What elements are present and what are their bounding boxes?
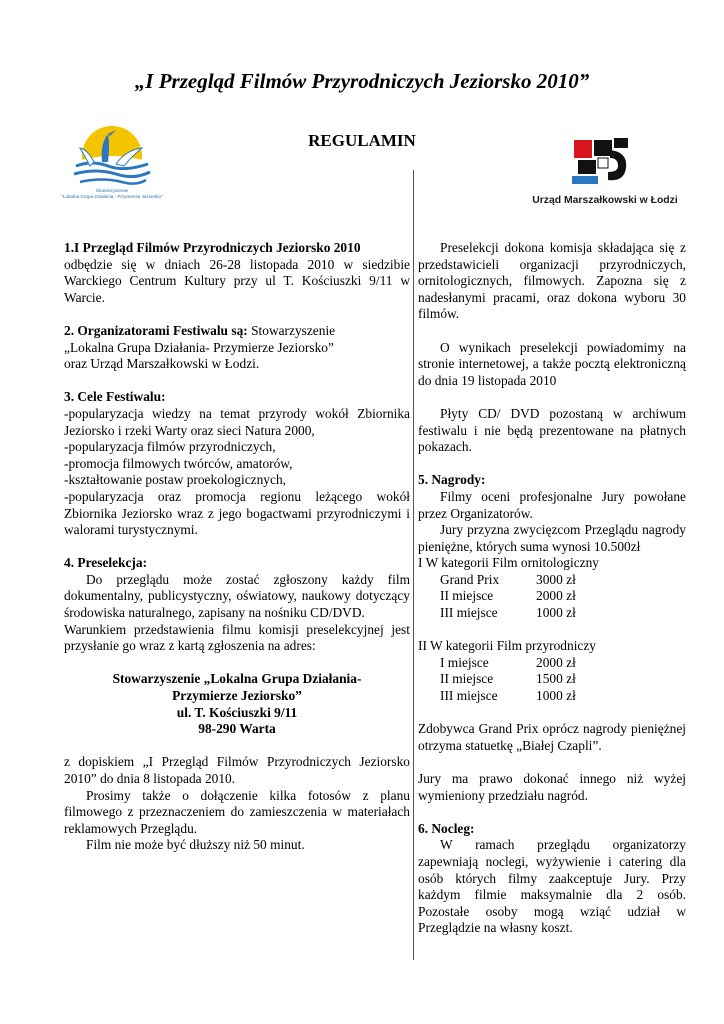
- prize-amount: 3000 zł: [536, 571, 576, 587]
- category-2-title: II W kategorii Film przyrodniczy: [418, 638, 597, 654]
- section-4-p4: Prosimy także o dołączenie kilka fotosów z planu filmowego z przeznaczeniem do zamieszczenia w materiałach reklamowych Przeglądu.: [64, 787, 410, 836]
- section-2-line1: [64, 323, 410, 340]
- section-6-p1: W ramach przeglądu organizatorzy zapewniają noclegi, wyżywienie i catering dla osób których filmy zaakceptuje Jury. Przy każdym filmie maksymalnie dla 2 osób. Pozostałe osoby mogą wziąć udział w Przeglądzie na własny koszt.: [418, 837, 686, 936]
- urzad-logo: [570, 136, 632, 188]
- section-4-heading: 4. Preselekcja:: [64, 555, 148, 571]
- section-1-body: odbędzie się w dniach 26-28 listopada 2010 w siedzibie Warckiego Centrum Kultury przy ul T. Kościuszki 9/11 w Warcie.: [64, 256, 410, 305]
- section-5-heading: 5. Nagrody:: [418, 472, 486, 488]
- prize-place: II miejsce: [440, 588, 494, 604]
- sun-bird-icon: [56, 122, 168, 192]
- lgd-caption-line1: Stowarzyszenie: [95, 188, 129, 193]
- preselection-p2: O wynikach preselekcji powiadomimy na stronie internetowej, a także pocztą elektroniczną do dnia 19 listopada 2010: [418, 339, 686, 388]
- section-1-heading: 1.I Przegląd Filmów Przyrodniczych Jeziorsko 2010: [64, 240, 361, 255]
- address-line3: ul. T. Kościuszki 9/11: [176, 704, 298, 720]
- section-2-line2: „Lokalna Grupa Działania- Przymierze Jeziorsko”: [64, 339, 334, 355]
- section-2-line3: oraz Urząd Marszałkowski w Łodzi.: [64, 356, 260, 372]
- prize-place: II miejsce: [440, 671, 494, 687]
- section-2-heading: 2. Organizatorami Festiwalu są:: [64, 322, 248, 338]
- prize-amount: 1500 zł: [536, 671, 576, 687]
- goal-item: -promocja filmowych twórców, amatorów,: [64, 455, 293, 471]
- address-line4: 98-290 Warta: [198, 721, 276, 737]
- goal-item: -popularyzacja oraz promocja regionu leżącego wokół Zbiornika Jeziorsko wraz z jego bogactwami przyrodniczymi i walorami turystycznymi.: [64, 488, 410, 538]
- section-5-p1: Filmy oceni profesjonalne Jury powołane przez Organizatorów.: [418, 488, 686, 521]
- prize-row: [418, 655, 686, 672]
- lgd-logo-caption: [52, 188, 172, 200]
- section-4-p1: Do przeglądu może zostać zgłoszony każdy film dokumentalny, publicystyczny, oświatowy, naukowy dotyczący środowiska naturalnego, zapisany na nośniku CD/DVD.: [64, 571, 410, 621]
- section-2-inline: Stowarzyszenie: [247, 322, 336, 338]
- section-4-p5: Film nie może być dłuższy niż 50 minut.: [86, 837, 305, 853]
- urzad-logo-caption: Urząd Marszałkowski w Łodzi: [532, 195, 678, 206]
- section-5-p2: Jury przyzna zwycięzcom Przeglądu nagrody pieniężne, których suma wynosi 10.500zł: [418, 522, 686, 554]
- section-5-p4: Jury ma prawo dokonać innego niż wyżej wymieniony przedziału nagród.: [418, 771, 686, 803]
- section-4-p2: Warunkiem przedstawienia filmu komisji preselekcyjnej jest przysłanie go wraz z kartą zgłoszenia na adres:: [64, 621, 410, 654]
- prize-place: Grand Prix: [440, 571, 500, 587]
- goal-item: -popularyzacja filmów przyrodniczych,: [64, 439, 276, 455]
- prize-row: [418, 671, 686, 688]
- preselection-p1: Preselekcji dokona komisja składająca się z przedstawicieli organizacji przyrodniczych, ornitologicznych, filmowych. Zapozna się z nadesłanymi pracami, oraz dokona wyboru 30 filmów.: [418, 240, 686, 322]
- goal-item: -popularyzacja wiedzy na temat przyrody wokół Zbiornika Jeziorsko i rzeki Warty oraz sieci Natura 2000,: [64, 405, 410, 438]
- lgd-caption-line2: "Lokalna Grupa Działania - Przymierze Jeziorsko": [61, 193, 163, 199]
- goal-item: -kształtowanie postaw proekologicznych,: [64, 472, 286, 488]
- section-6-heading: 6. Nocleg:: [418, 820, 475, 836]
- document-heading: REGULAMIN: [308, 131, 416, 150]
- prize-row: [418, 688, 686, 705]
- prize-place: III miejsce: [440, 688, 498, 704]
- prize-amount: 2000 zł: [536, 588, 576, 604]
- prize-place: I miejsce: [440, 654, 489, 670]
- address-line1: Stowarzyszenie „Lokalna Grupa Działania-: [112, 671, 362, 687]
- urzad-emblem-icon: [570, 136, 632, 188]
- category-1-title: I W kategorii Film ornitologiczny: [418, 555, 599, 571]
- prize-place: III miejsce: [440, 605, 498, 621]
- prize-row: [418, 588, 686, 605]
- prize-row: [418, 572, 686, 589]
- prize-amount: 1000 zł: [536, 605, 576, 621]
- prize-row: [418, 605, 686, 622]
- left-column: [64, 240, 410, 854]
- section-4-p3: z dopiskiem „I Przegląd Filmów Przyrodniczych Jeziorsko 2010” do dnia 8 listopada 2010.: [64, 754, 410, 786]
- address-line2: Przymierze Jeziorsko”: [172, 688, 302, 704]
- column-divider: [413, 170, 414, 960]
- section-3-heading: 3. Cele Festiwalu:: [64, 389, 166, 405]
- right-column: [418, 240, 686, 937]
- prize-amount: 1000 zł: [536, 688, 576, 704]
- prize-amount: 2000 zł: [536, 654, 576, 670]
- preselection-p3: Płyty CD/ DVD pozostaną w archiwum festiwalu i nie będą prezentowane na płatnych pokazach.: [418, 405, 686, 455]
- page-title: „I Przegląd Filmów Przyrodniczych Jeziorsko 2010”: [134, 69, 590, 93]
- section-5-p3: Zdobywca Grand Prix oprócz nagrody pieniężnej otrzyma statuetkę „Białej Czapli”.: [418, 721, 686, 753]
